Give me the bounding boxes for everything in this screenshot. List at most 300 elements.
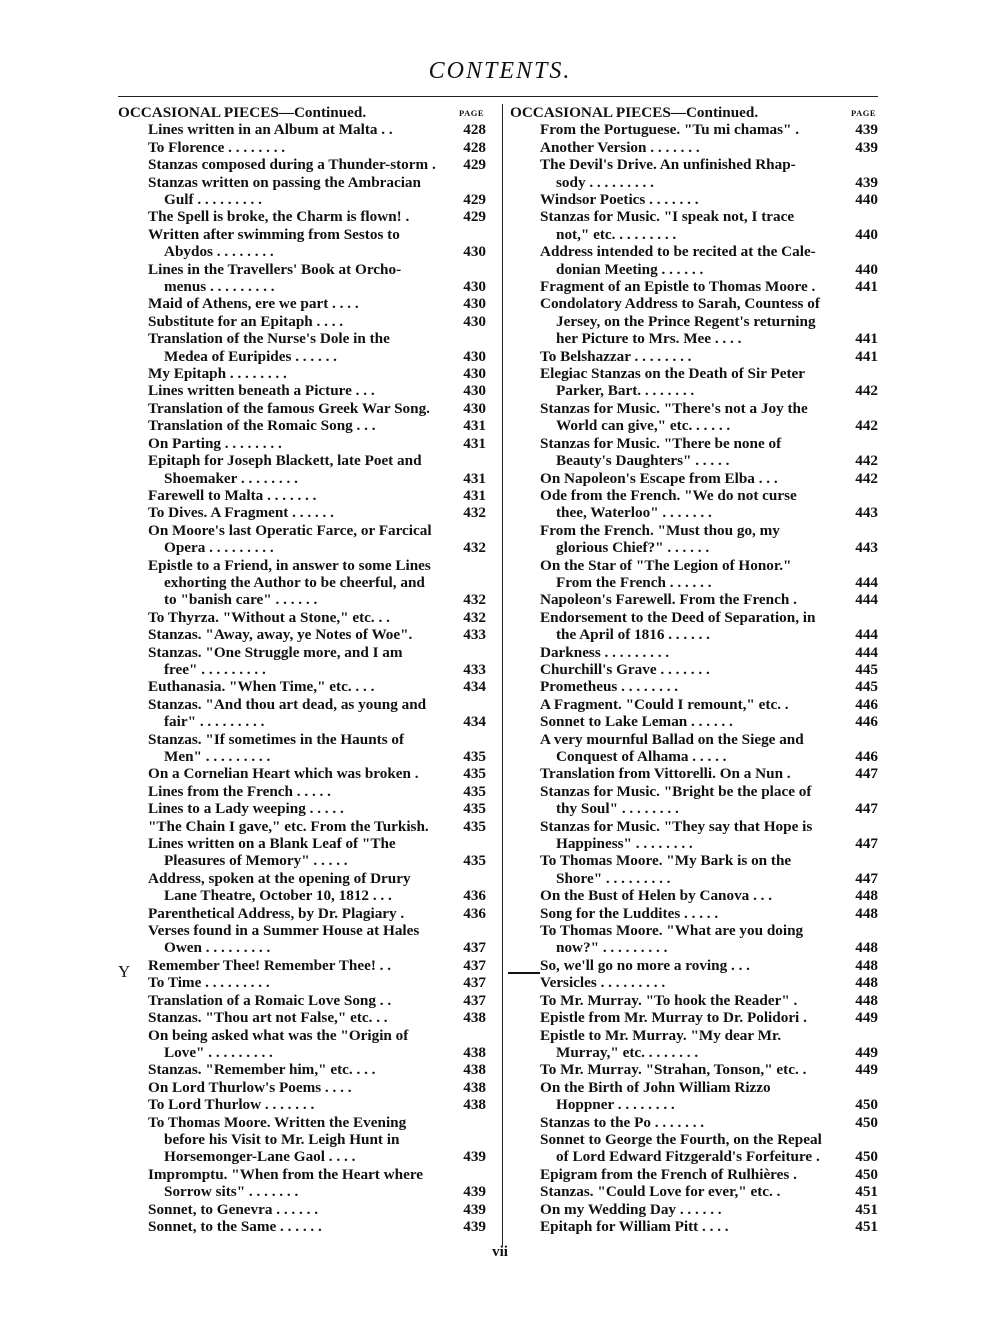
entry-title-continuation: Pleasures of Memory" . . . . . [164,852,348,870]
entry-title: Epigram from the French of Rulhières . [540,1165,797,1183]
entry-page-number: 447 [855,765,878,783]
toc-entry [118,957,486,974]
entry-title: Epitaph for William Pitt . . . . [540,1217,729,1235]
entry-page-number: 435 [463,782,486,800]
entry-title: "The Chain I gave," etc. From the Turkish. [148,817,429,835]
entry-title: Stanzas composed during a Thunder-storm . [148,156,436,174]
toc-entry [510,1079,878,1114]
toc-entry [510,1166,878,1183]
entry-page-number: 437 [463,956,486,974]
toc-entry [510,1131,878,1166]
column-heading [118,104,486,121]
entry-page-number: 450 [855,1165,878,1183]
entry-title: Parenthetical Address, by Dr. Plagiary . [148,904,405,922]
entry-title: Versicles . . . . . . . . . [540,974,666,992]
entry-title: Translation of the famous Greek War Song. [148,399,430,417]
entry-page-number: 448 [855,939,878,957]
entry-title: Lines from the French . . . . . [148,782,331,800]
toc-entry [510,974,878,991]
toc-entry [118,1114,486,1166]
entry-title-continuation: the April of 1816 . . . . . . [556,626,710,644]
toc-entry [118,452,486,487]
entry-title-continuation: her Picture to Mrs. Mee . . . . [556,330,742,348]
entry-title: On the Birth of John William Rizzo [540,1078,771,1096]
toc-entry [118,139,486,156]
entry-page-number: 435 [463,800,486,818]
entry-page-number: 429 [463,191,486,209]
entry-title: Epistle to a Friend, in answer to some Lines [148,556,431,574]
entry-page-number: 438 [463,1096,486,1114]
entry-title: To Mr. Murray. "Strahan, Tonson," etc. . [540,1061,807,1079]
toc-entry [510,121,878,138]
entry-page-number: 444 [855,573,878,591]
column-heading-text: OCCASIONAL PIECES—Continued. [510,104,759,121]
entry-page-number: 444 [855,643,878,661]
entry-page-number: 431 [463,434,486,452]
toc-entry [118,504,486,521]
entry-title-continuation: Beauty's Daughters" . . . . . [556,452,730,470]
entry-title-continuation: thy Soul" . . . . . . . . [556,800,679,818]
entry-title-continuation: of Lord Edward Fitzgerald's Forfeiture . [556,1148,820,1166]
entry-page-number: 445 [855,660,878,678]
entry-title: Prometheus . . . . . . . . [540,678,679,696]
toc-entry [510,1114,878,1131]
entry-title: From the Portuguese. "Tu mi chamas" . [540,121,800,139]
entry-page-number: 437 [463,939,486,957]
margin-arrow-mark [508,972,540,974]
entry-page-number: 440 [855,191,878,209]
entry-title: From the French. "Must thou go, my [540,521,780,539]
toc-entry [510,295,878,347]
entry-page-number: 430 [463,399,486,417]
entry-title: Another Version . . . . . . . [540,138,700,156]
entry-title-continuation: now?" . . . . . . . . . [556,939,668,957]
toc-entry [118,208,486,225]
toc-entry [118,522,486,557]
entry-title: So, we'll go no more a roving . . . [540,956,750,974]
entry-title: On my Wedding Day . . . . . . [540,1200,722,1218]
toc-entry [118,400,486,417]
entry-page-number: 428 [463,138,486,156]
entry-title: Euthanasia. "When Time," etc. . . . [148,678,375,696]
entry-title: To Time . . . . . . . . . [148,974,270,992]
entry-title: Translation of a Romaic Love Song . . [148,991,392,1009]
entry-title: Darkness . . . . . . . . . [540,643,670,661]
entry-title: Stanzas. "And thou art dead, as young and [148,695,427,713]
entry-title: Address, spoken at the opening of Drury [148,869,411,887]
entry-page-number: 448 [855,904,878,922]
toc-entry [118,261,486,296]
entry-page-number: 439 [463,1183,486,1201]
entry-title: To Dives. A Fragment . . . . . . [148,504,334,522]
entry-title: On the Star of "The Legion of Honor." [540,556,792,574]
entry-page-number: 428 [463,121,486,139]
entry-page-number: 439 [463,1200,486,1218]
entry-page-number: 430 [463,243,486,261]
toc-entry [510,818,878,853]
entry-page-number: 444 [855,626,878,644]
entry-page-number: 433 [463,626,486,644]
entry-page-number: 442 [855,382,878,400]
toc-entry [118,644,486,679]
entry-page-number: 441 [855,330,878,348]
entry-title-continuation: Lane Theatre, October 10, 1812 . . . [164,887,392,905]
entry-title: Written after swimming from Sestos to [148,225,400,243]
entry-title: Condolatory Address to Sarah, Countess of [540,295,820,313]
entry-title-continuation: fair" . . . . . . . . . [164,713,265,731]
entry-page-number: 451 [855,1217,878,1235]
entry-title: On being asked what was the "Origin of [148,1026,409,1044]
toc-entry [118,609,486,626]
toc-entry [118,922,486,957]
entry-page-number: 432 [463,539,486,557]
entry-page-number: 434 [463,678,486,696]
toc-entry [118,1027,486,1062]
entry-title: On Napoleon's Escape from Elba . . . [540,469,778,487]
entry-title-continuation: menus . . . . . . . . . [164,278,275,296]
entry-title: Translation of the Nurse's Dole in the [148,330,390,348]
toc-entry [510,435,878,470]
entry-title-continuation: World can give," etc. . . . . . [556,417,731,435]
entry-title: Stanzas. "Away, away, ye Notes of Woe". [148,626,413,644]
entry-title-continuation: Murray," etc. . . . . . . . [556,1043,699,1061]
entry-title: On Parting . . . . . . . . [148,434,282,452]
toc-entry [510,992,878,1009]
entry-title: Stanzas. "Thou art not False," etc. . . [148,1009,388,1027]
toc-entry [118,870,486,905]
toc-entry [510,591,878,608]
toc-entry [510,713,878,730]
entry-page-number: 450 [855,1148,878,1166]
toc-entry [510,365,878,400]
entry-title: On Lord Thurlow's Poems . . . . [148,1078,352,1096]
entry-title-continuation: Hoppner . . . . . . . . [556,1096,675,1114]
entry-title-continuation: glorious Chief?" . . . . . . [556,539,710,557]
entry-title: A very mournful Ballad on the Siege and [540,730,804,748]
contents-column-left [118,104,486,1235]
entry-title: To Belshazzar . . . . . . . . [540,347,692,365]
entry-title: Epistle from Mr. Murray to Dr. Polidori . [540,1009,807,1027]
entry-title: Substitute for an Epitaph . . . . [148,312,344,330]
entry-page-number: 439 [463,1148,486,1166]
toc-entry [118,1166,486,1201]
toc-entry [510,696,878,713]
entry-title: Epitaph for Joseph Blackett, late Poet and [148,452,422,470]
entry-page-number: 441 [855,347,878,365]
entry-title-continuation: Happiness" . . . . . . . . [556,835,693,853]
entry-title: To Thyrza. "Without a Stone," etc. . . [148,608,390,626]
toc-entry [118,1061,486,1078]
toc-entry [118,1096,486,1113]
entry-title: Sonnet, to the Same . . . . . . [148,1217,322,1235]
toc-entry [510,678,878,695]
toc-entry [510,783,878,818]
entry-page-number: 448 [855,887,878,905]
entry-title: Stanzas for Music. "I speak not, I trace [540,208,795,226]
entry-title: Stanzas for Music. "Bright be the place of [540,782,812,800]
toc-entry [118,992,486,1009]
entry-title: To Thomas Moore. Written the Evening [148,1113,407,1131]
entry-title: Translation from Vittorelli. On a Nun . [540,765,791,783]
toc-entry [510,208,878,243]
entry-title-continuation: before his Visit to Mr. Leigh Hunt in [164,1130,400,1148]
entry-title: Lines to a Lady weeping . . . . . [148,800,344,818]
toc-entry [510,139,878,156]
toc-entry [118,1009,486,1026]
entry-page-number: 443 [855,504,878,522]
toc-entry [510,644,878,661]
entry-page-number: 447 [855,800,878,818]
entry-page-number: 446 [855,713,878,731]
toc-entry [118,226,486,261]
entry-page-number: 448 [855,974,878,992]
entry-page-number: 432 [463,504,486,522]
entry-page-number: 442 [855,417,878,435]
entry-title: Verses found in a Summer House at Hales [148,922,420,940]
toc-entry [510,1201,878,1218]
entry-title: Endorsement to the Deed of Separation, in [540,608,816,626]
entry-page-number: 446 [855,695,878,713]
toc-entry [510,731,878,766]
entry-title-continuation: Medea of Euripides . . . . . . [164,347,337,365]
toc-entry [510,400,878,435]
entry-page-number: 443 [855,539,878,557]
toc-entry [510,1183,878,1200]
entry-page-number: 442 [855,469,878,487]
entry-title: Sonnet, to Genevra . . . . . . [148,1200,319,1218]
entry-title: The Devil's Drive. An unfinished Rhap- [540,156,796,174]
entry-title: Napoleon's Farewell. From the French . [540,591,797,609]
entry-page-number: 438 [463,1009,486,1027]
entry-title: Stanzas for Music. "There be none of [540,434,782,452]
toc-entry [118,1218,486,1235]
entry-page-number: 449 [855,1043,878,1061]
entry-title: To Lord Thurlow . . . . . . . [148,1096,315,1114]
toc-entry [510,278,878,295]
toc-entry [118,1079,486,1096]
entry-title-continuation: Men" . . . . . . . . . [164,748,271,766]
entry-page-number: 431 [463,417,486,435]
toc-entry [118,1201,486,1218]
entry-page-number: 431 [463,469,486,487]
toc-entry [510,156,878,191]
toc-entry [118,382,486,399]
entry-page-number: 438 [463,1043,486,1061]
entry-title: Stanzas written on passing the Ambracian [148,173,421,191]
entry-page-number: 439 [463,1217,486,1235]
toc-entry [510,905,878,922]
toc-entry [118,905,486,922]
entry-title: To Thomas Moore. "What are you doing [540,922,804,940]
toc-entry [510,348,878,365]
entry-title: On a Cornelian Heart which was broken . [148,765,419,783]
page-column-label: PAGE [459,108,484,118]
entry-title-continuation: Gulf . . . . . . . . . [164,191,262,209]
toc-entry [510,887,878,904]
toc-entry [510,191,878,208]
toc-entry [118,765,486,782]
entry-page-number: 451 [855,1183,878,1201]
entry-title: Stanzas. "One Struggle more, and I am [148,643,403,661]
entry-page-number: 449 [855,1009,878,1027]
entry-page-number: 429 [463,208,486,226]
entry-title: Farewell to Malta . . . . . . . [148,486,317,504]
entry-title: Lines written beneath a Picture . . . [148,382,375,400]
entry-title: To Mr. Murray. "To hook the Reader" . [540,991,798,1009]
entry-title: Address intended to be recited at the Cale- [540,243,816,261]
entry-title-continuation: not," etc. . . . . . . . . [556,225,677,243]
toc-entry [510,765,878,782]
entry-page-number: 440 [855,260,878,278]
entry-title: Sonnet to George the Fourth, on the Repeal [540,1130,822,1148]
toc-entry [510,1061,878,1078]
toc-entry [118,783,486,800]
entry-page-number: 436 [463,887,486,905]
toc-entry [118,557,486,609]
entry-page-number: 431 [463,486,486,504]
entry-page-number: 449 [855,1061,878,1079]
entry-list [118,121,486,1235]
margin-pencil-mark: Y [118,962,131,981]
toc-entry [510,609,878,644]
entry-title: Translation of the Romaic Song . . . [148,417,376,435]
entry-page-number: 435 [463,748,486,766]
entry-title: Stanzas for Music. "They say that Hope is [540,817,813,835]
entry-page-number: 437 [463,974,486,992]
toc-entry [118,678,486,695]
entry-title: Stanzas. "Could Love for ever," etc. . [540,1183,781,1201]
toc-entry [510,1218,878,1235]
entry-title: On the Bust of Helen by Canova . . . [540,887,773,905]
entry-title-continuation: thee, Waterloo" . . . . . . . [556,504,712,522]
entry-title: To Florence . . . . . . . . [148,138,286,156]
entry-page-number: 436 [463,904,486,922]
toc-entry [118,487,486,504]
toc-entry [118,121,486,138]
entry-title: Fragment of an Epistle to Thomas Moore . [540,278,816,296]
entry-title-continuation: Parker, Bart. . . . . . . . [556,382,695,400]
entry-title-continuation: Opera . . . . . . . . . [164,539,274,557]
entry-page-number: 444 [855,591,878,609]
toc-entry [510,487,878,522]
entry-page-number: 450 [855,1096,878,1114]
entry-title: Stanzas. "If sometimes in the Haunts of [148,730,405,748]
entry-page-number: 439 [855,121,878,139]
entry-page-number: 439 [855,138,878,156]
entry-title-continuation: Conquest of Alhama . . . . . [556,748,727,766]
entry-page-number: 430 [463,295,486,313]
entry-page-number: 447 [855,835,878,853]
entry-title: Elegiac Stanzas on the Death of Sir Peter [540,365,806,383]
entry-title: Stanzas. "Remember him," etc. . . . [148,1061,376,1079]
entry-page-number: 442 [855,452,878,470]
entry-page-number: 448 [855,991,878,1009]
entry-page-number: 435 [463,852,486,870]
entry-page-number: 448 [855,956,878,974]
entry-title: Stanzas for Music. "There's not a Joy the [540,399,808,417]
entry-title: Stanzas to the Po . . . . . . . [540,1113,705,1131]
toc-entry [118,365,486,382]
entry-page-number: 435 [463,765,486,783]
entry-title: Epistle to Mr. Murray. "My dear Mr. [540,1026,782,1044]
entry-page-number: 451 [855,1200,878,1218]
entry-title-continuation: free" . . . . . . . . . [164,660,266,678]
toc-entry [118,835,486,870]
toc-entry [118,626,486,643]
toc-entry [118,818,486,835]
entry-title: My Epitaph . . . . . . . . [148,365,287,383]
entry-title-continuation: Horsemonger-Lane Gaol . . . . [164,1148,356,1166]
entry-title: Sonnet to Lake Leman . . . . . . [540,713,733,731]
toc-entry [510,470,878,487]
entry-title: Lines written on a Blank Leaf of "The [148,835,396,853]
entry-title-continuation: From the French . . . . . . [556,573,712,591]
entry-page-number: 446 [855,748,878,766]
entry-page-number: 430 [463,382,486,400]
entry-title-continuation: Jersey, on the Prince Regent's returning [556,312,816,330]
entry-title-continuation: Owen . . . . . . . . . [164,939,271,957]
entry-title: Remember Thee! Remember Thee! . . [148,956,392,974]
toc-entry [118,435,486,452]
entry-title: Song for the Luddites . . . . . [540,904,719,922]
toc-entry [118,174,486,209]
toc-entry [510,243,878,278]
entry-page-number: 437 [463,991,486,1009]
toc-entry [118,156,486,173]
toc-entry [118,417,486,434]
entry-page-number: 433 [463,660,486,678]
entry-title-continuation: to "banish care" . . . . . . [164,591,318,609]
entry-page-number: 430 [463,365,486,383]
entry-title: Ode from the French. "We do not curse [540,486,797,504]
page-number-footer: vii [492,1244,508,1260]
toc-entry [510,957,878,974]
page-column-label: PAGE [851,108,876,118]
toc-entry [510,852,878,887]
entry-title-continuation: Sorrow sits" . . . . . . . [164,1183,299,1201]
toc-entry [118,731,486,766]
column-heading-text: OCCASIONAL PIECES—Continued. [118,104,367,121]
entry-page-number: 450 [855,1113,878,1131]
toc-entry [118,295,486,312]
toc-entry [118,974,486,991]
entry-title: The Spell is broke, the Charm is flown! . [148,208,410,226]
entry-page-number: 438 [463,1061,486,1079]
entry-page-number: 439 [855,173,878,191]
entry-title-continuation: Shoemaker . . . . . . . . [164,469,298,487]
toc-entry [118,800,486,817]
entry-page-number: 432 [463,591,486,609]
column-heading [510,104,878,121]
entry-title: Lines in the Travellers' Book at Orcho- [148,260,402,278]
entry-title-continuation: donian Meeting . . . . . . [556,260,704,278]
toc-entry [510,1027,878,1062]
entry-page-number: 430 [463,347,486,365]
entry-title-continuation: Shore" . . . . . . . . . [556,869,671,887]
entry-list [510,121,878,1235]
toc-entry [510,1009,878,1026]
entry-title-continuation: exhorting the Author to be cheerful, and [164,573,425,591]
entry-page-number: 430 [463,278,486,296]
toc-entry [510,661,878,678]
page-title: CONTENTS. [428,58,572,84]
entry-title: Churchill's Grave . . . . . . . [540,660,710,678]
entry-title: Impromptu. "When from the Heart where [148,1165,424,1183]
entry-title-continuation: Love" . . . . . . . . . [164,1043,273,1061]
entry-title-continuation: sody . . . . . . . . . [556,173,654,191]
entry-page-number: 447 [855,869,878,887]
entry-page-number: 438 [463,1078,486,1096]
